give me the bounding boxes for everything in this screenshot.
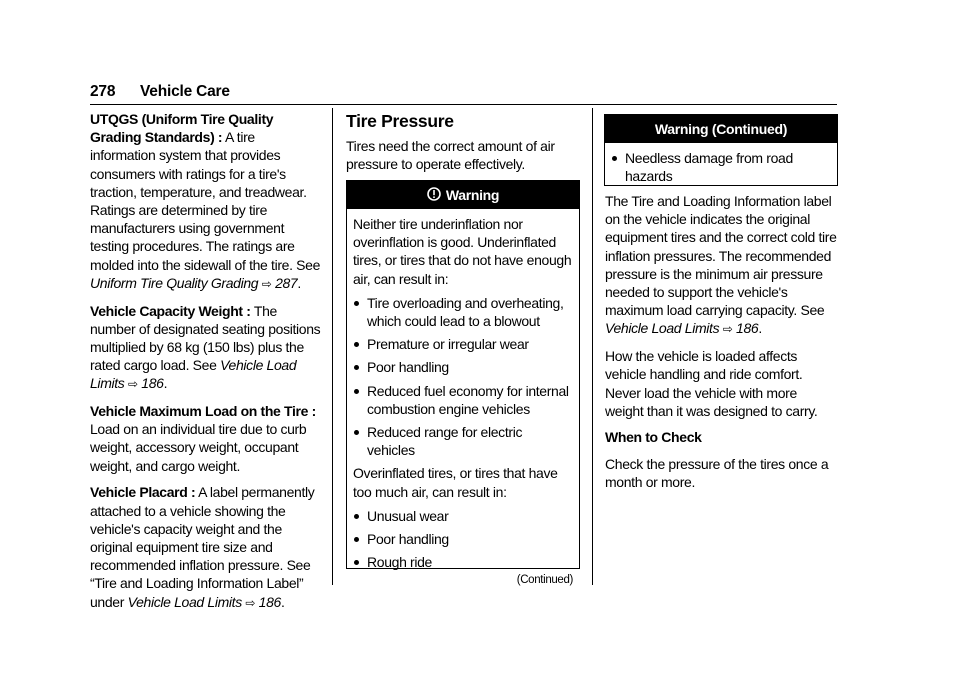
definition-term: Vehicle Maximum Load on the Tire :: [90, 403, 316, 420]
page-reference-icon: ⇨: [128, 377, 138, 392]
body-paragraph: The Tire and Loading Information label on the vehicle indicates the original equipment tires and the correct cold tire inflation pressures. The recommended pressure is the minimum air pressure needed to support the vehicle's maximum load carrying capacity. See Vehicle Load Limits ⇨ 186.: [605, 193, 837, 337]
right-column: [605, 192, 837, 500]
definition-term: Vehicle Placard :: [90, 484, 196, 501]
column-divider-left: [332, 108, 333, 585]
list-item: Reduced fuel economy for internal combustion engine vehicles: [353, 382, 573, 418]
page-reference-icon: ⇨: [261, 276, 272, 291]
cross-reference-link[interactable]: Vehicle Load Limits: [90, 357, 297, 392]
list-item: Poor handling: [353, 530, 573, 548]
page-header: [90, 83, 837, 105]
page-reference-icon: ⇨: [722, 322, 733, 337]
definition-vehicle-placard: Vehicle Placard : A label permanently attached to a vehicle showing the vehicle's capacity weight and the original equipment tire size and recommended inflation pressure. See “Tire and Loading Information Label” under Vehicle Load Limits ⇨ 186.: [90, 484, 315, 610]
list-item: Rough ride: [353, 553, 573, 571]
definition-text: A label permanently attached to a vehicle showing the vehicle's capacity weight and the original equipment tire size and recommended inflation pressure. See “Tire and Loading Information Label” under: [90, 484, 315, 610]
list-item: Needless damage from road hazards: [611, 149, 831, 185]
definition-vehicle-maximum-load: [90, 402, 322, 475]
warning-title: Warning: [445, 187, 500, 203]
warning-paragraph: Overinflated tires, or tires that have too much air, can result in:: [353, 465, 558, 500]
cross-reference-link[interactable]: Uniform Tire Quality Grading: [90, 274, 259, 291]
definition-text: A tire information system that provides consumers with ratings for a tire's traction, temperature, and treadwear. Ratings are determined by tire manufacturers using government testing procedures. The ratings are molded into the sidewall of the tire. See: [90, 129, 321, 273]
middle-column: [346, 110, 582, 182]
reference-page: 186: [258, 593, 281, 610]
list-item: Tire overloading and overheating, which could lead to a blowout: [353, 294, 573, 330]
left-column: [90, 110, 322, 620]
definition-vehicle-capacity-weight: Vehicle Capacity Weight : The number of designated seating positions multiplied by 68 kg (150 lbs) plus the rated cargo load. See Vehicle Load Limits ⇨ 186.: [90, 302, 321, 392]
warning-list: [611, 149, 831, 185]
definition-utqgs: UTQGS (Uniform Tire Quality Grading Standards) : A tire information system that provides consumers with ratings for a tire's traction, temperature, and treadwear. Ratings are determined by tire manufacturers using government testing procedures. The ratings are molded into the sidewall of the tire. See Uniform Tire Quality Grading ⇨ 287.: [90, 111, 321, 291]
page-number: 278: [90, 83, 116, 100]
warning-body: [605, 143, 837, 196]
section-heading: Tire Pressure: [346, 111, 454, 131]
warning-body: [347, 209, 579, 592]
column-divider-right: [592, 108, 593, 585]
definition-term: UTQGS (Uniform Tire Quality Grading Standards) :: [90, 111, 274, 146]
list-item: Poor handling: [353, 358, 573, 376]
cross-reference-link[interactable]: Vehicle Load Limits: [127, 593, 242, 610]
intro-paragraph: Tires need the correct amount of air pressure to operate effectively.: [346, 138, 555, 173]
definition-term: Vehicle Capacity Weight :: [90, 302, 251, 319]
definition-text: Load on an individual tire due to curb weight, accessory weight, occupant weight, and cargo weight.: [90, 421, 307, 474]
body-paragraph: Check the pressure of the tires once a month or more.: [605, 456, 829, 491]
definition-text: The number of designated seating positions multiplied by 68 kg (150 lbs) plus the rated cargo load. See: [90, 302, 321, 374]
list-item: Premature or irregular wear: [353, 335, 573, 353]
warning-header: [347, 181, 579, 209]
header-rule: [90, 104, 837, 105]
warning-continued-box: [604, 114, 838, 186]
list-item: Unusual wear: [353, 507, 573, 525]
warning-list: [353, 507, 573, 572]
warning-box: [346, 180, 580, 587]
warning-paragraph: Neither tire underinflation nor overinflation is good. Underinflated tires, or tires that do not have enough air, can result in:: [353, 216, 572, 287]
body-paragraph: How the vehicle is loaded affects vehicle handling and ride comfort. Never load the vehicle with more weight than it was designed to carry.: [605, 348, 818, 419]
list-item: Reduced range for electric vehicles: [353, 423, 573, 459]
cross-reference-link[interactable]: Vehicle Load Limits: [605, 320, 720, 337]
subheading: When to Check: [605, 429, 702, 446]
warning-header: Warning (Continued): [605, 115, 837, 143]
continued-label: (Continued): [516, 574, 573, 587]
reference-page: 186: [141, 375, 164, 392]
reference-page: 186: [736, 320, 759, 337]
section-title: Vehicle Care: [140, 83, 230, 100]
warning-icon: [427, 182, 441, 210]
warning-list: [353, 294, 573, 460]
page-reference-icon: ⇨: [245, 595, 256, 610]
reference-page: 287: [275, 274, 298, 291]
